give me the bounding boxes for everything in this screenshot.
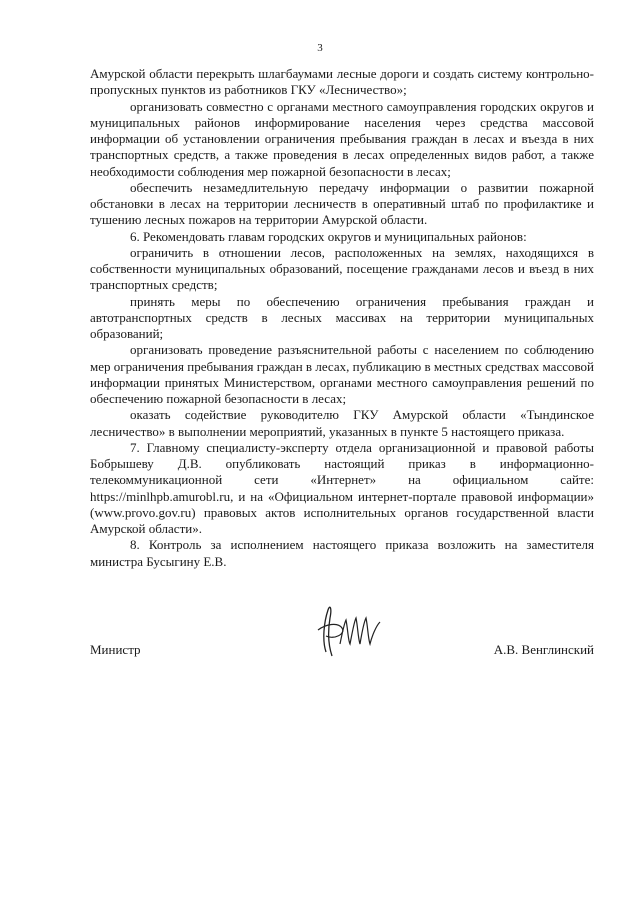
paragraph: 6. Рекомендовать главам городских округов и муниципальных районов:	[130, 228, 527, 244]
paragraph: 8. Контроль за исполнением настоящего приказа возложить на заместителя министра Бусыгину Е.В.	[90, 537, 594, 569]
paragraph: 7. Главному специалисту-эксперту отдела организационной и правовой работы Бобрышеву Д.В. опубликовать настоящий приказ в информационно-телекоммуникационной сети «Интернет» на официальном сайте: https://minlhpb.amurobl.ru, и на «Официальном интернет-портале правовой информации» (www.provo.gov.ru) правовых актов исполнительных органов государственной власти Амурской области».	[90, 439, 594, 536]
paragraph: обеспечить незамедлительную передачу информации о развитии пожарной обстановки в лесах на территории лесничеств в оперативный штаб по профилактике и тушению лесных пожаров на территории Амурской области.	[90, 179, 594, 228]
paragraph: принять меры по обеспечению ограничения пребывания граждан и автотранспортных средств в лесных массивах на территории муниципальных образований;	[90, 293, 594, 341]
document-body	[90, 66, 594, 570]
paragraph: оказать содействие руководителю ГКУ Амурской области «Тындинское лесничество» в выполнении мероприятий, указанных в пункте 5 настоящего приказа.	[90, 407, 594, 439]
signer-title: Министр	[90, 642, 141, 657]
paragraph: Амурской области перекрыть шлагбаумами лесные дороги и создать систему контрольно-пропускных пунктов из работников ГКУ «Лесничество»;	[90, 66, 594, 98]
paragraph: организовать проведение разъяснительной работы с населением по соблюдению мер ограничения пребывания граждан в лесах, публикацию в местных средствах массовой информации принятых Министерством, органами местного самоуправления решений по обеспечению пожарной безопасности в лесах;	[90, 342, 594, 406]
paragraph: организовать совместно с органами местного самоуправления городских округов и муниципальных районов информирование населения через средства массовой информации об установлении ограничения пребывания граждан в лесах и въезда в них транспортных средств, а также проведения в лесах определенных видов работ, а также необходимости соблюдения мер пожарной безопасности в лесах;	[90, 98, 594, 179]
signer-name: А.В. Венглинский	[493, 642, 594, 657]
page-number: 3	[317, 42, 323, 54]
paragraph: ограничить в отношении лесов, расположенных на землях, находящихся в собственности муниципальных образований, посещение гражданами лесов и въезд в них транспортных средств;	[90, 244, 594, 293]
handwritten-signature	[312, 600, 386, 662]
